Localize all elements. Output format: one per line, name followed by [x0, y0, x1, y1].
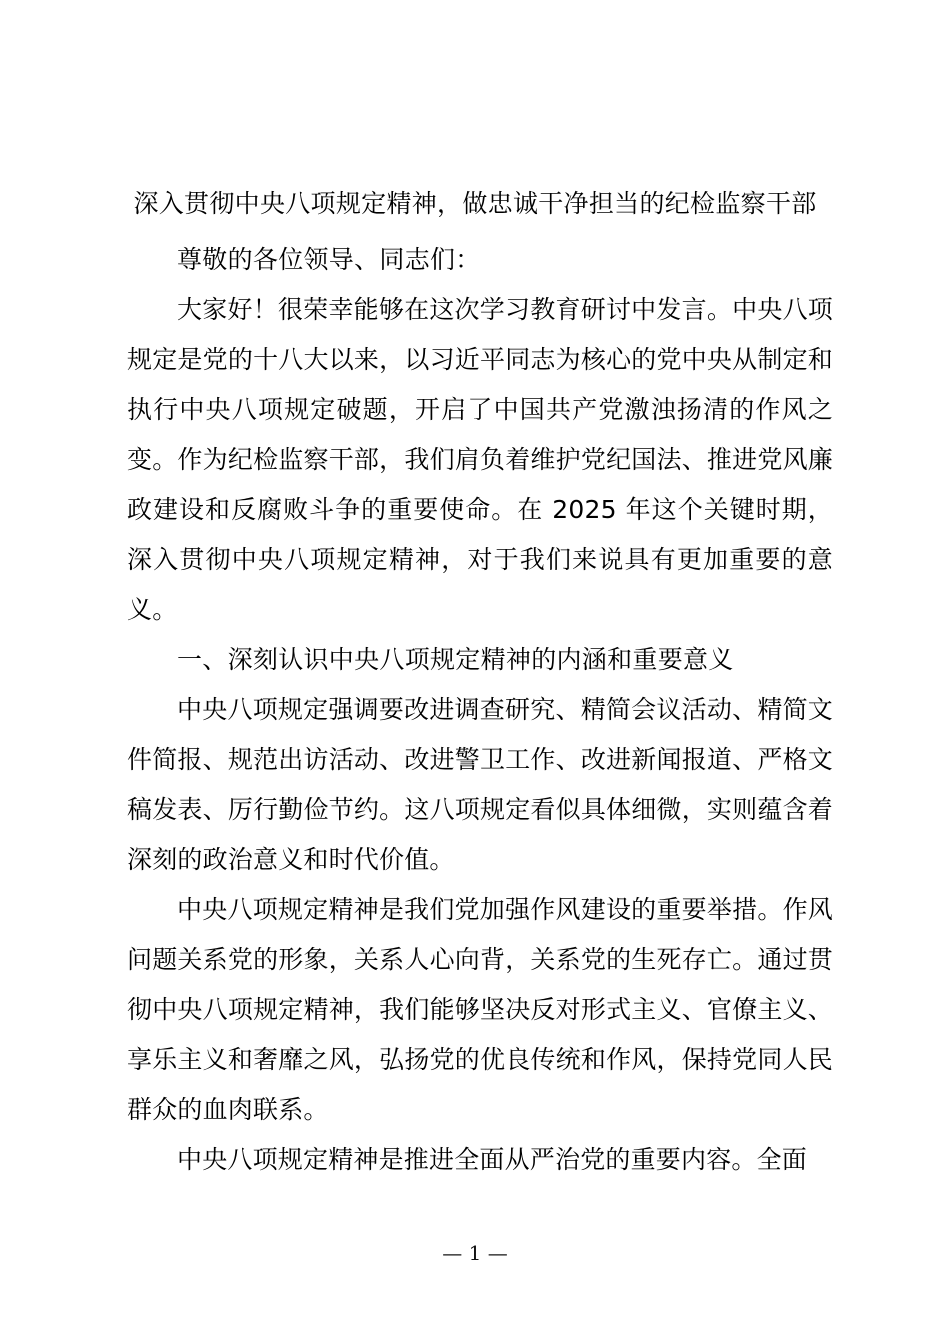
- greeting-line: 尊敬的各位领导、同志们：: [177, 245, 481, 274]
- section-paragraph: 中央八项规定精神是推进全面从严治党的重要内容。全面: [177, 1145, 808, 1174]
- page-number: — 1 —: [442, 1241, 508, 1265]
- document-title: 深入贯彻中央八项规定精神，做忠诚干净担当的纪检监察干部: [133, 189, 817, 218]
- document-body: [127, 235, 833, 1185]
- intro-paragraph: 大家好！很荣幸能够在这次学习教育研讨中发言。中央八项规定是党的十八大以来，以习近平同志为核心的党中央从制定和执行中央八项规定破题，开启了中国共产党激浊扬清的作风之变。作为纪检监察干部，我们肩负着维护党纪国法、推进党风廉政建设和反腐败斗争的重要使命。在 2025 年这个关键时期，深入贯彻中央八项规定精神，对于我们来说具有更加重要的意义。: [127, 295, 833, 624]
- section-paragraph: 中央八项规定强调要改进调查研究、精简会议活动、精简文件简报、规范出访活动、改进警卫工作、改进新闻报道、严格文稿发表、厉行勤俭节约。这八项规定看似具体细微，实则蕴含着深刻的政治意义和时代价值。: [127, 695, 833, 874]
- section-heading: 一、深刻认识中央八项规定精神的内涵和重要意义: [177, 645, 734, 674]
- section-paragraph: 中央八项规定精神是我们党加强作风建设的重要举措。作风问题关系党的形象，关系人心向背，关系党的生死存亡。通过贯彻中央八项规定精神，我们能够坚决反对形式主义、官僚主义、享乐主义和奢靡之风，弘扬党的优良传统和作风，保持党同人民群众的血肉联系。: [127, 895, 833, 1124]
